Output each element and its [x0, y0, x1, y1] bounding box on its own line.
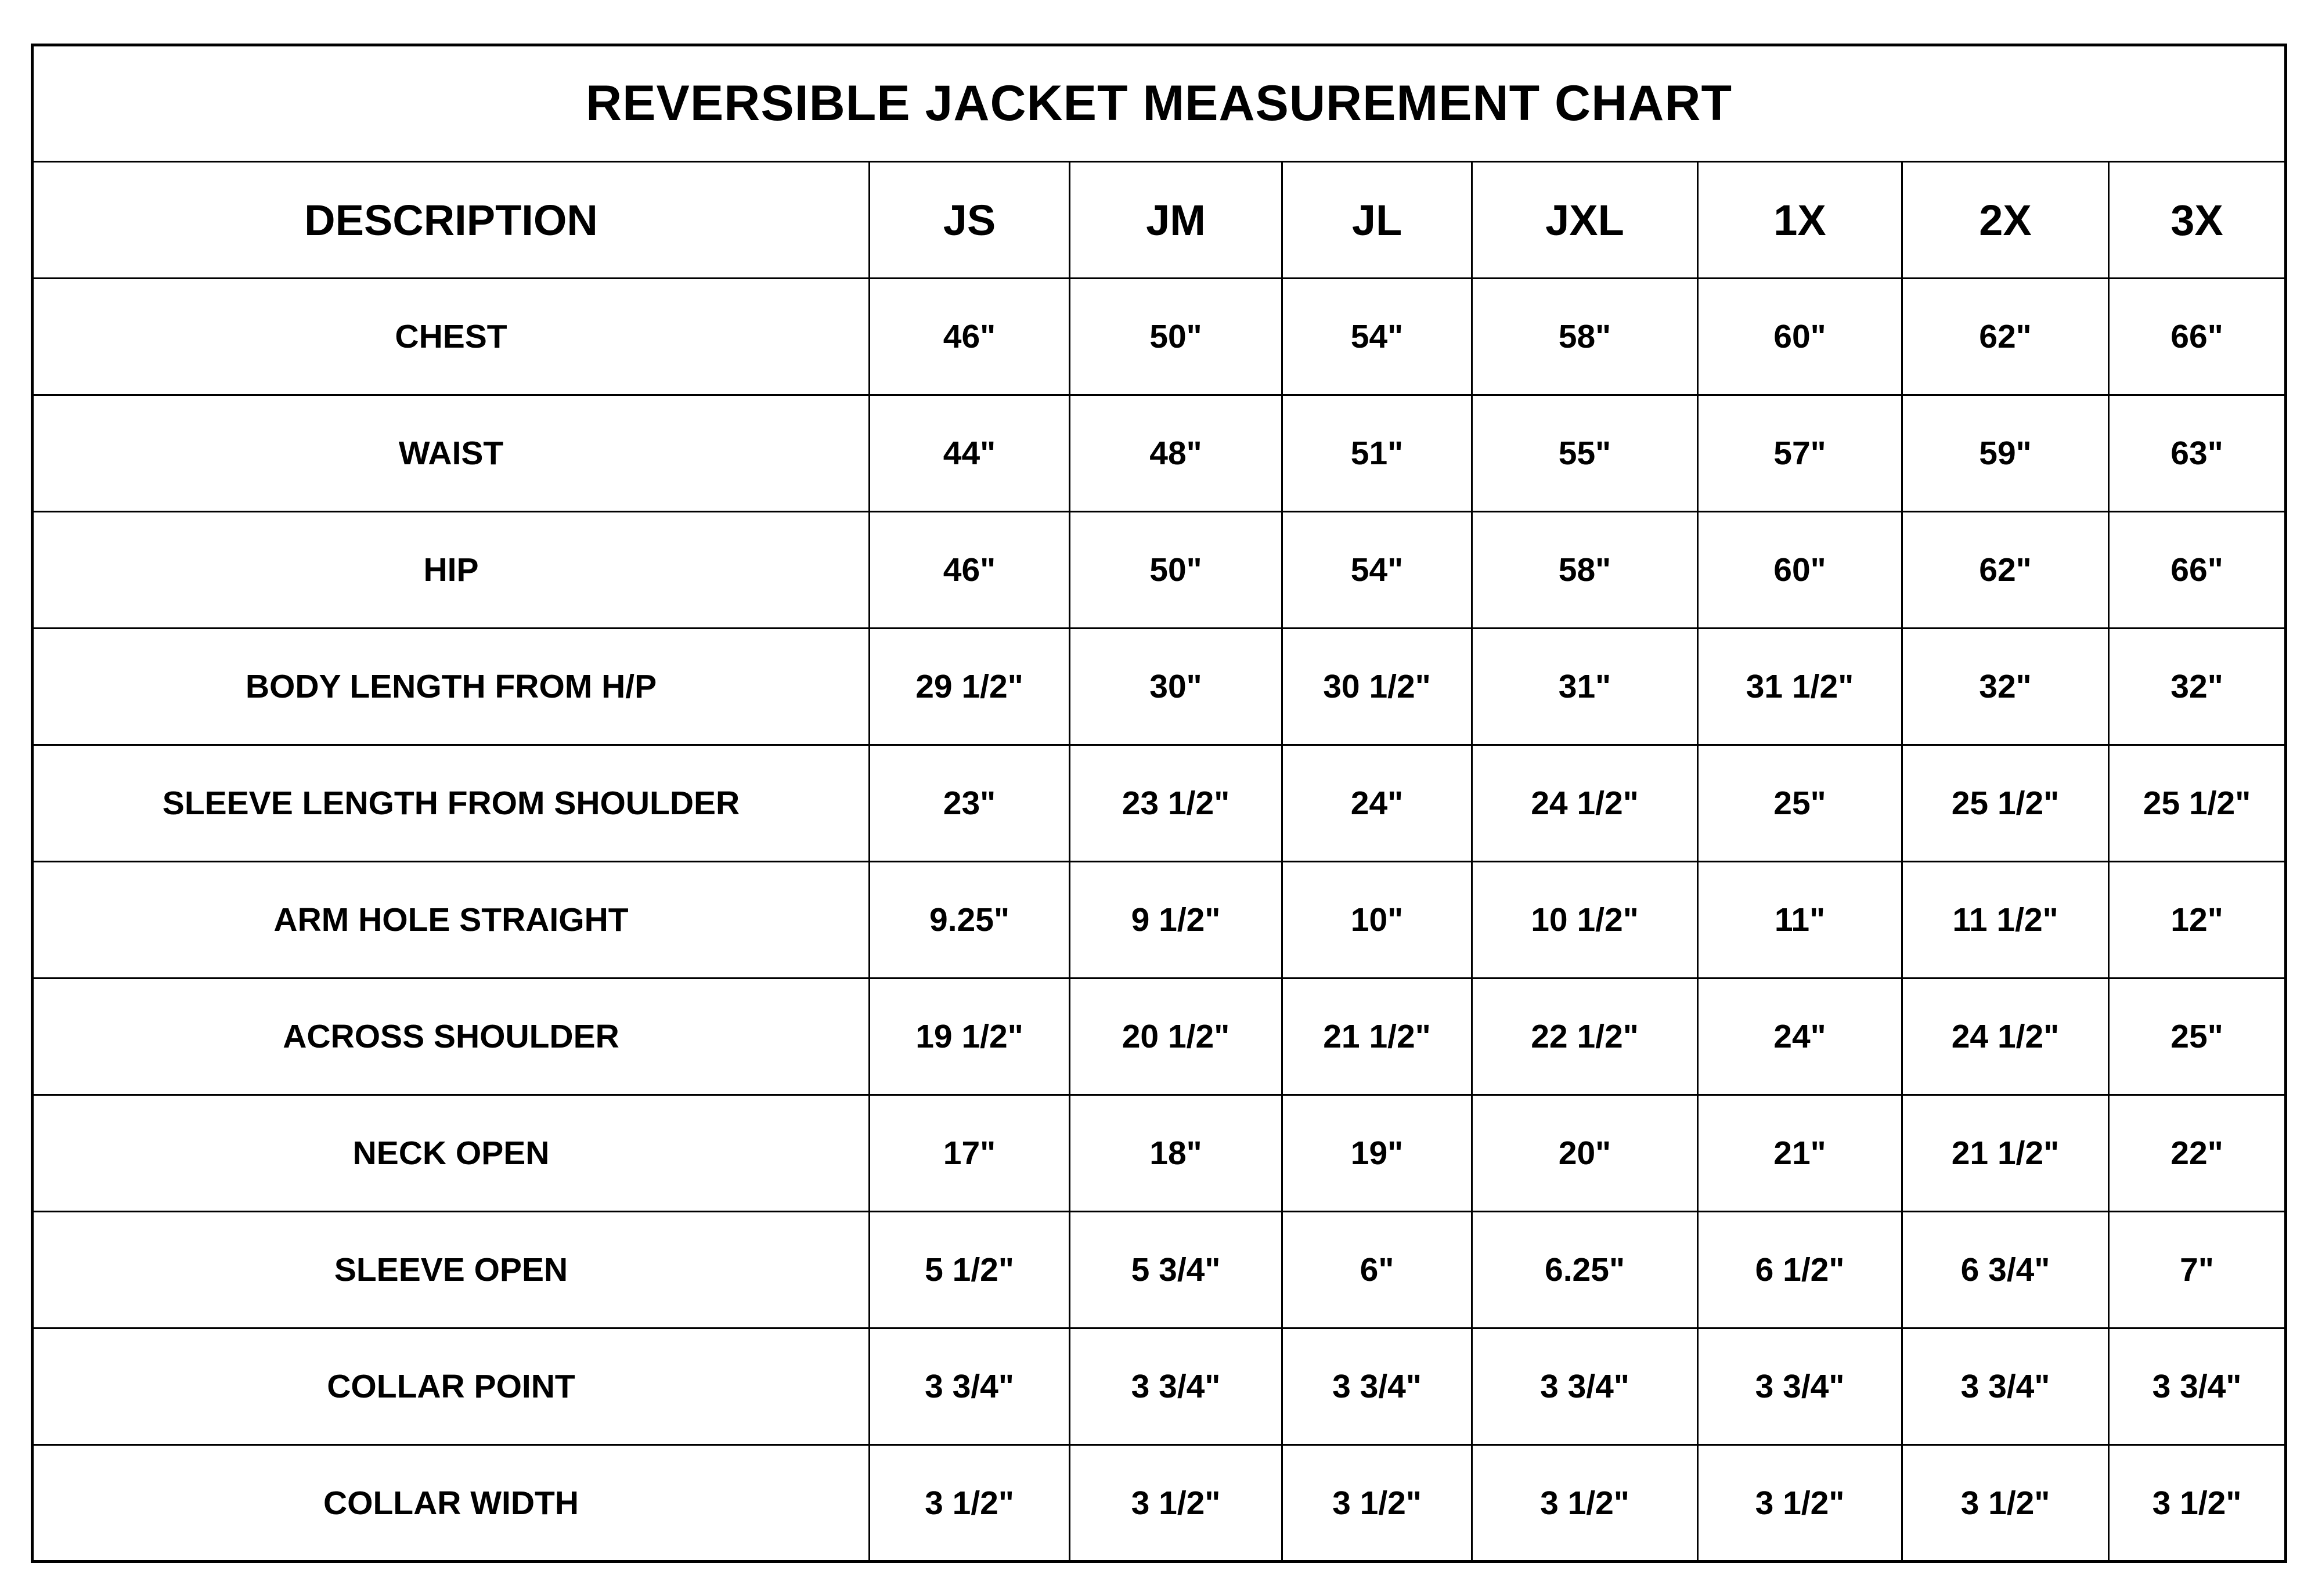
- table-row: [33, 862, 2286, 978]
- measurement-value: 30 1/2": [1282, 629, 1472, 745]
- table-row: [33, 395, 2286, 512]
- measurement-value: 19": [1282, 1095, 1472, 1212]
- measurement-value: 50": [1070, 279, 1282, 395]
- measurement-value: 58": [1472, 512, 1698, 629]
- measurement-value: 3 3/4": [1472, 1328, 1698, 1445]
- row-label: NECK OPEN: [33, 1095, 870, 1212]
- measurement-value: 3 1/2": [1902, 1445, 2109, 1562]
- measurement-value: 24": [1282, 745, 1472, 862]
- table-body: [33, 279, 2286, 1562]
- table-row: [33, 1328, 2286, 1445]
- row-label: COLLAR WIDTH: [33, 1445, 870, 1562]
- measurement-value: 50": [1070, 512, 1282, 629]
- measurement-value: 3 1/2": [1472, 1445, 1698, 1562]
- measurement-value: 25": [1698, 745, 1902, 862]
- measurement-value: 19 1/2": [870, 978, 1070, 1095]
- measurement-value: 25 1/2": [1902, 745, 2109, 862]
- row-label: SLEEVE OPEN: [33, 1212, 870, 1328]
- measurement-value: 32": [2109, 629, 2286, 745]
- column-header-3x: 3X: [2109, 162, 2286, 279]
- row-label: COLLAR POINT: [33, 1328, 870, 1445]
- measurement-value: 3 3/4": [870, 1328, 1070, 1445]
- measurement-value: 17": [870, 1095, 1070, 1212]
- measurement-value: 29 1/2": [870, 629, 1070, 745]
- measurement-value: 6 3/4": [1902, 1212, 2109, 1328]
- measurement-value: 30": [1070, 629, 1282, 745]
- measurement-value: 62": [1902, 279, 2109, 395]
- column-header-1x: 1X: [1698, 162, 1902, 279]
- measurement-value: 24": [1698, 978, 1902, 1095]
- measurement-value: 3 3/4": [1698, 1328, 1902, 1445]
- measurement-value: 3 1/2": [870, 1445, 1070, 1562]
- row-label: BODY LENGTH FROM H/P: [33, 629, 870, 745]
- row-label: WAIST: [33, 395, 870, 512]
- column-header-jl: JL: [1282, 162, 1472, 279]
- measurement-value: 6": [1282, 1212, 1472, 1328]
- measurement-value: 9 1/2": [1070, 862, 1282, 978]
- measurement-value: 60": [1698, 512, 1902, 629]
- measurement-value: 31": [1472, 629, 1698, 745]
- measurement-value: 6.25": [1472, 1212, 1698, 1328]
- measurement-value: 59": [1902, 395, 2109, 512]
- measurement-value: 6 1/2": [1698, 1212, 1902, 1328]
- measurement-value: 9.25": [870, 862, 1070, 978]
- measurement-value: 20 1/2": [1070, 978, 1282, 1095]
- measurement-value: 3 1/2": [1698, 1445, 1902, 1562]
- title-row: [33, 45, 2286, 162]
- table-row: [33, 1095, 2286, 1212]
- column-header-jxl: JXL: [1472, 162, 1698, 279]
- column-header-js: JS: [870, 162, 1070, 279]
- table-row: [33, 629, 2286, 745]
- row-label: ARM HOLE STRAIGHT: [33, 862, 870, 978]
- table-row: [33, 1212, 2286, 1328]
- chart-title: REVERSIBLE JACKET MEASUREMENT CHART: [33, 45, 2286, 162]
- measurement-value: 24 1/2": [1472, 745, 1698, 862]
- measurement-value: 25 1/2": [2109, 745, 2286, 862]
- measurement-value: 22": [2109, 1095, 2286, 1212]
- table-row: [33, 745, 2286, 862]
- measurement-value: 62": [1902, 512, 2109, 629]
- measurement-value: 54": [1282, 512, 1472, 629]
- measurement-value: 10 1/2": [1472, 862, 1698, 978]
- measurement-value: 66": [2109, 512, 2286, 629]
- measurement-value: 3 1/2": [2109, 1445, 2286, 1562]
- measurement-value: 5 1/2": [870, 1212, 1070, 1328]
- measurement-value: 57": [1698, 395, 1902, 512]
- measurement-value: 11": [1698, 862, 1902, 978]
- measurement-value: 21 1/2": [1902, 1095, 2109, 1212]
- measurement-value: 55": [1472, 395, 1698, 512]
- measurement-value: 12": [2109, 862, 2286, 978]
- table-row: [33, 978, 2286, 1095]
- measurement-value: 60": [1698, 279, 1902, 395]
- measurement-value: 3 3/4": [1902, 1328, 2109, 1445]
- table-row: [33, 279, 2286, 395]
- table-row: [33, 512, 2286, 629]
- measurement-value: 3 3/4": [1282, 1328, 1472, 1445]
- measurement-value: 3 1/2": [1070, 1445, 1282, 1562]
- measurement-value: 21 1/2": [1282, 978, 1472, 1095]
- measurement-value: 21": [1698, 1095, 1902, 1212]
- measurement-value: 46": [870, 279, 1070, 395]
- measurement-value: 48": [1070, 395, 1282, 512]
- measurement-value: 31 1/2": [1698, 629, 1902, 745]
- row-label: SLEEVE LENGTH FROM SHOULDER: [33, 745, 870, 862]
- measurement-value: 20": [1472, 1095, 1698, 1212]
- row-label: ACROSS SHOULDER: [33, 978, 870, 1095]
- table-row: [33, 1445, 2286, 1562]
- measurement-value: 7": [2109, 1212, 2286, 1328]
- measurement-value: 54": [1282, 279, 1472, 395]
- measurement-value: 23 1/2": [1070, 745, 1282, 862]
- measurement-value: 3 3/4": [2109, 1328, 2286, 1445]
- row-label: HIP: [33, 512, 870, 629]
- measurement-value: 63": [2109, 395, 2286, 512]
- measurement-value: 3 1/2": [1282, 1445, 1472, 1562]
- measurement-value: 44": [870, 395, 1070, 512]
- measurement-value: 5 3/4": [1070, 1212, 1282, 1328]
- measurement-value: 11 1/2": [1902, 862, 2109, 978]
- measurement-value: 32": [1902, 629, 2109, 745]
- measurement-value: 58": [1472, 279, 1698, 395]
- measurement-value: 66": [2109, 279, 2286, 395]
- header-row: [33, 162, 2286, 279]
- measurement-value: 22 1/2": [1472, 978, 1698, 1095]
- measurement-value: 23": [870, 745, 1070, 862]
- column-header-jm: JM: [1070, 162, 1282, 279]
- measurement-value: 3 3/4": [1070, 1328, 1282, 1445]
- measurement-value: 25": [2109, 978, 2286, 1095]
- measurement-table: [31, 44, 2287, 1563]
- column-header-description: DESCRIPTION: [33, 162, 870, 279]
- measurement-value: 24 1/2": [1902, 978, 2109, 1095]
- measurement-value: 46": [870, 512, 1070, 629]
- measurement-value: 51": [1282, 395, 1472, 512]
- row-label: CHEST: [33, 279, 870, 395]
- measurement-value: 10": [1282, 862, 1472, 978]
- measurement-value: 18": [1070, 1095, 1282, 1212]
- column-header-2x: 2X: [1902, 162, 2109, 279]
